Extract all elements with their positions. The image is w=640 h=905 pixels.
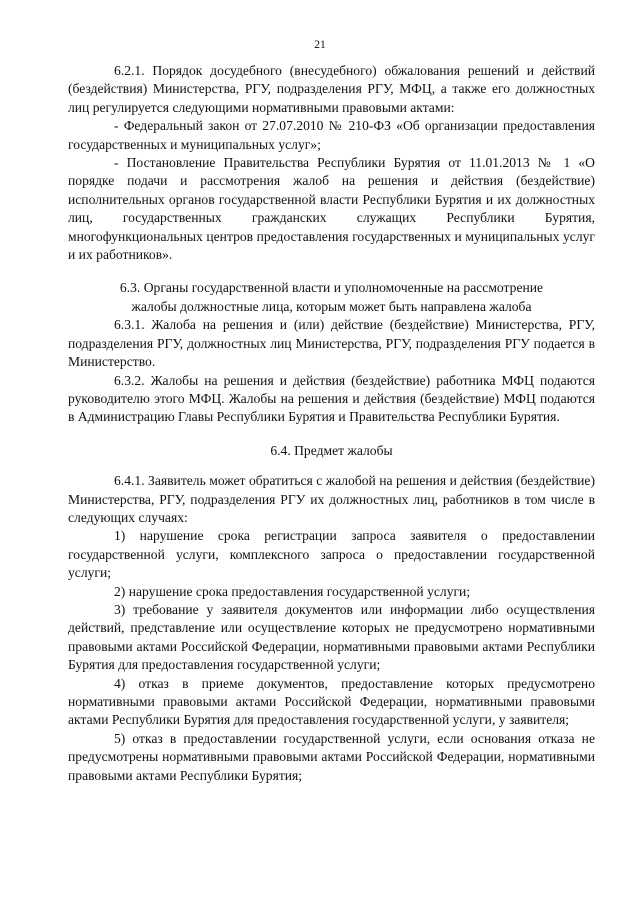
paragraph-federal-law: - Федеральный закон от 27.07.2010 № 210-ФЗ «Об организации предоставления государственных и муниципальных услуг»; [68, 118, 595, 152]
paragraph-government-decree: - Постановление Правительства Республики Бурятия от 11.01.2013 № 1 «О порядке подачи и рассмотрения жалоб на решения и действия (бездействие) исполнительных органов государственной власти Республики Бурятия и их должностных лиц, государственных гражданских служащих Республики Бурятия, многофункциональных центров предоставления государственных и муниципальных услуг и их работников». [68, 155, 595, 263]
list-item-3: 3) требование у заявителя документов или информации либо осуществления действий, представление или осуществление которых не предусмотрено нормативными правовыми актами Российской Федерации, нормативными правовыми актами Республики Бурятия для предоставления государственной услуги; [68, 601, 595, 673]
list-item-5: 5) отказ в предоставлении государственной услуги, если основания отказа не предусмотрены нормативными правовыми актами Российской Федерации, нормативными правовыми актами Республики Бурятия; [68, 730, 595, 783]
paragraph-6-2-1: 6.2.1. Порядок досудебного (внесудебного) обжалования решений и действий (бездействия) Министерства, РГУ, подразделения РГУ, МФЦ, а также его должностных лиц регулируется следующими нормативными правовыми актами: [68, 63, 595, 115]
section-6-3-heading: 6.3. Органы государственной власти и уполномоченные на рассмотрение жалобы должностные лица, которым может быть направлена жалоба [119, 280, 544, 314]
list-item-1: 1) нарушение срока регистрации запроса заявителя о предоставлении государственной услуги, комплексного запроса о предоставлении государственной услуги; [68, 528, 595, 581]
page-number: 21 [314, 39, 326, 51]
list-item-4: 4) отказ в приеме документов, предоставление которых предусмотрено нормативными правовыми актами Российской Федерации, нормативными правовыми актами Республики Бурятия для предоставления государственной услуги, у заявителя; [68, 675, 595, 728]
document-body [68, 62, 595, 785]
list-item-2: 2) нарушение срока предоставления государственной услуги; [114, 583, 471, 599]
paragraph-6-3-1: 6.3.1. Жалоба на решения и (или) действие (бездействие) Министерства, РГУ, подразделения РГУ, должностных лиц Министерства, РГУ, подразделения РГУ подается в Министерство. [68, 317, 595, 370]
paragraph-6-3-2: 6.3.2. Жалобы на решения и действия (бездействие) работника МФЦ подаются руководителю этого МФЦ. Жалобы на решения и действия (бездействие) МФЦ подаются в Администрацию Главы Республики Бурятия и Правительства Республики Бурятия. [68, 372, 595, 425]
paragraph-6-4-1: 6.4.1. Заявитель может обратиться с жалобой на решения и действия (бездействие) Министерства, РГУ, подразделения РГУ их должностных лиц, работников в том числе в следующих случаях: [68, 473, 595, 525]
section-6-4-heading: 6.4. Предмет жалобы [270, 442, 393, 458]
